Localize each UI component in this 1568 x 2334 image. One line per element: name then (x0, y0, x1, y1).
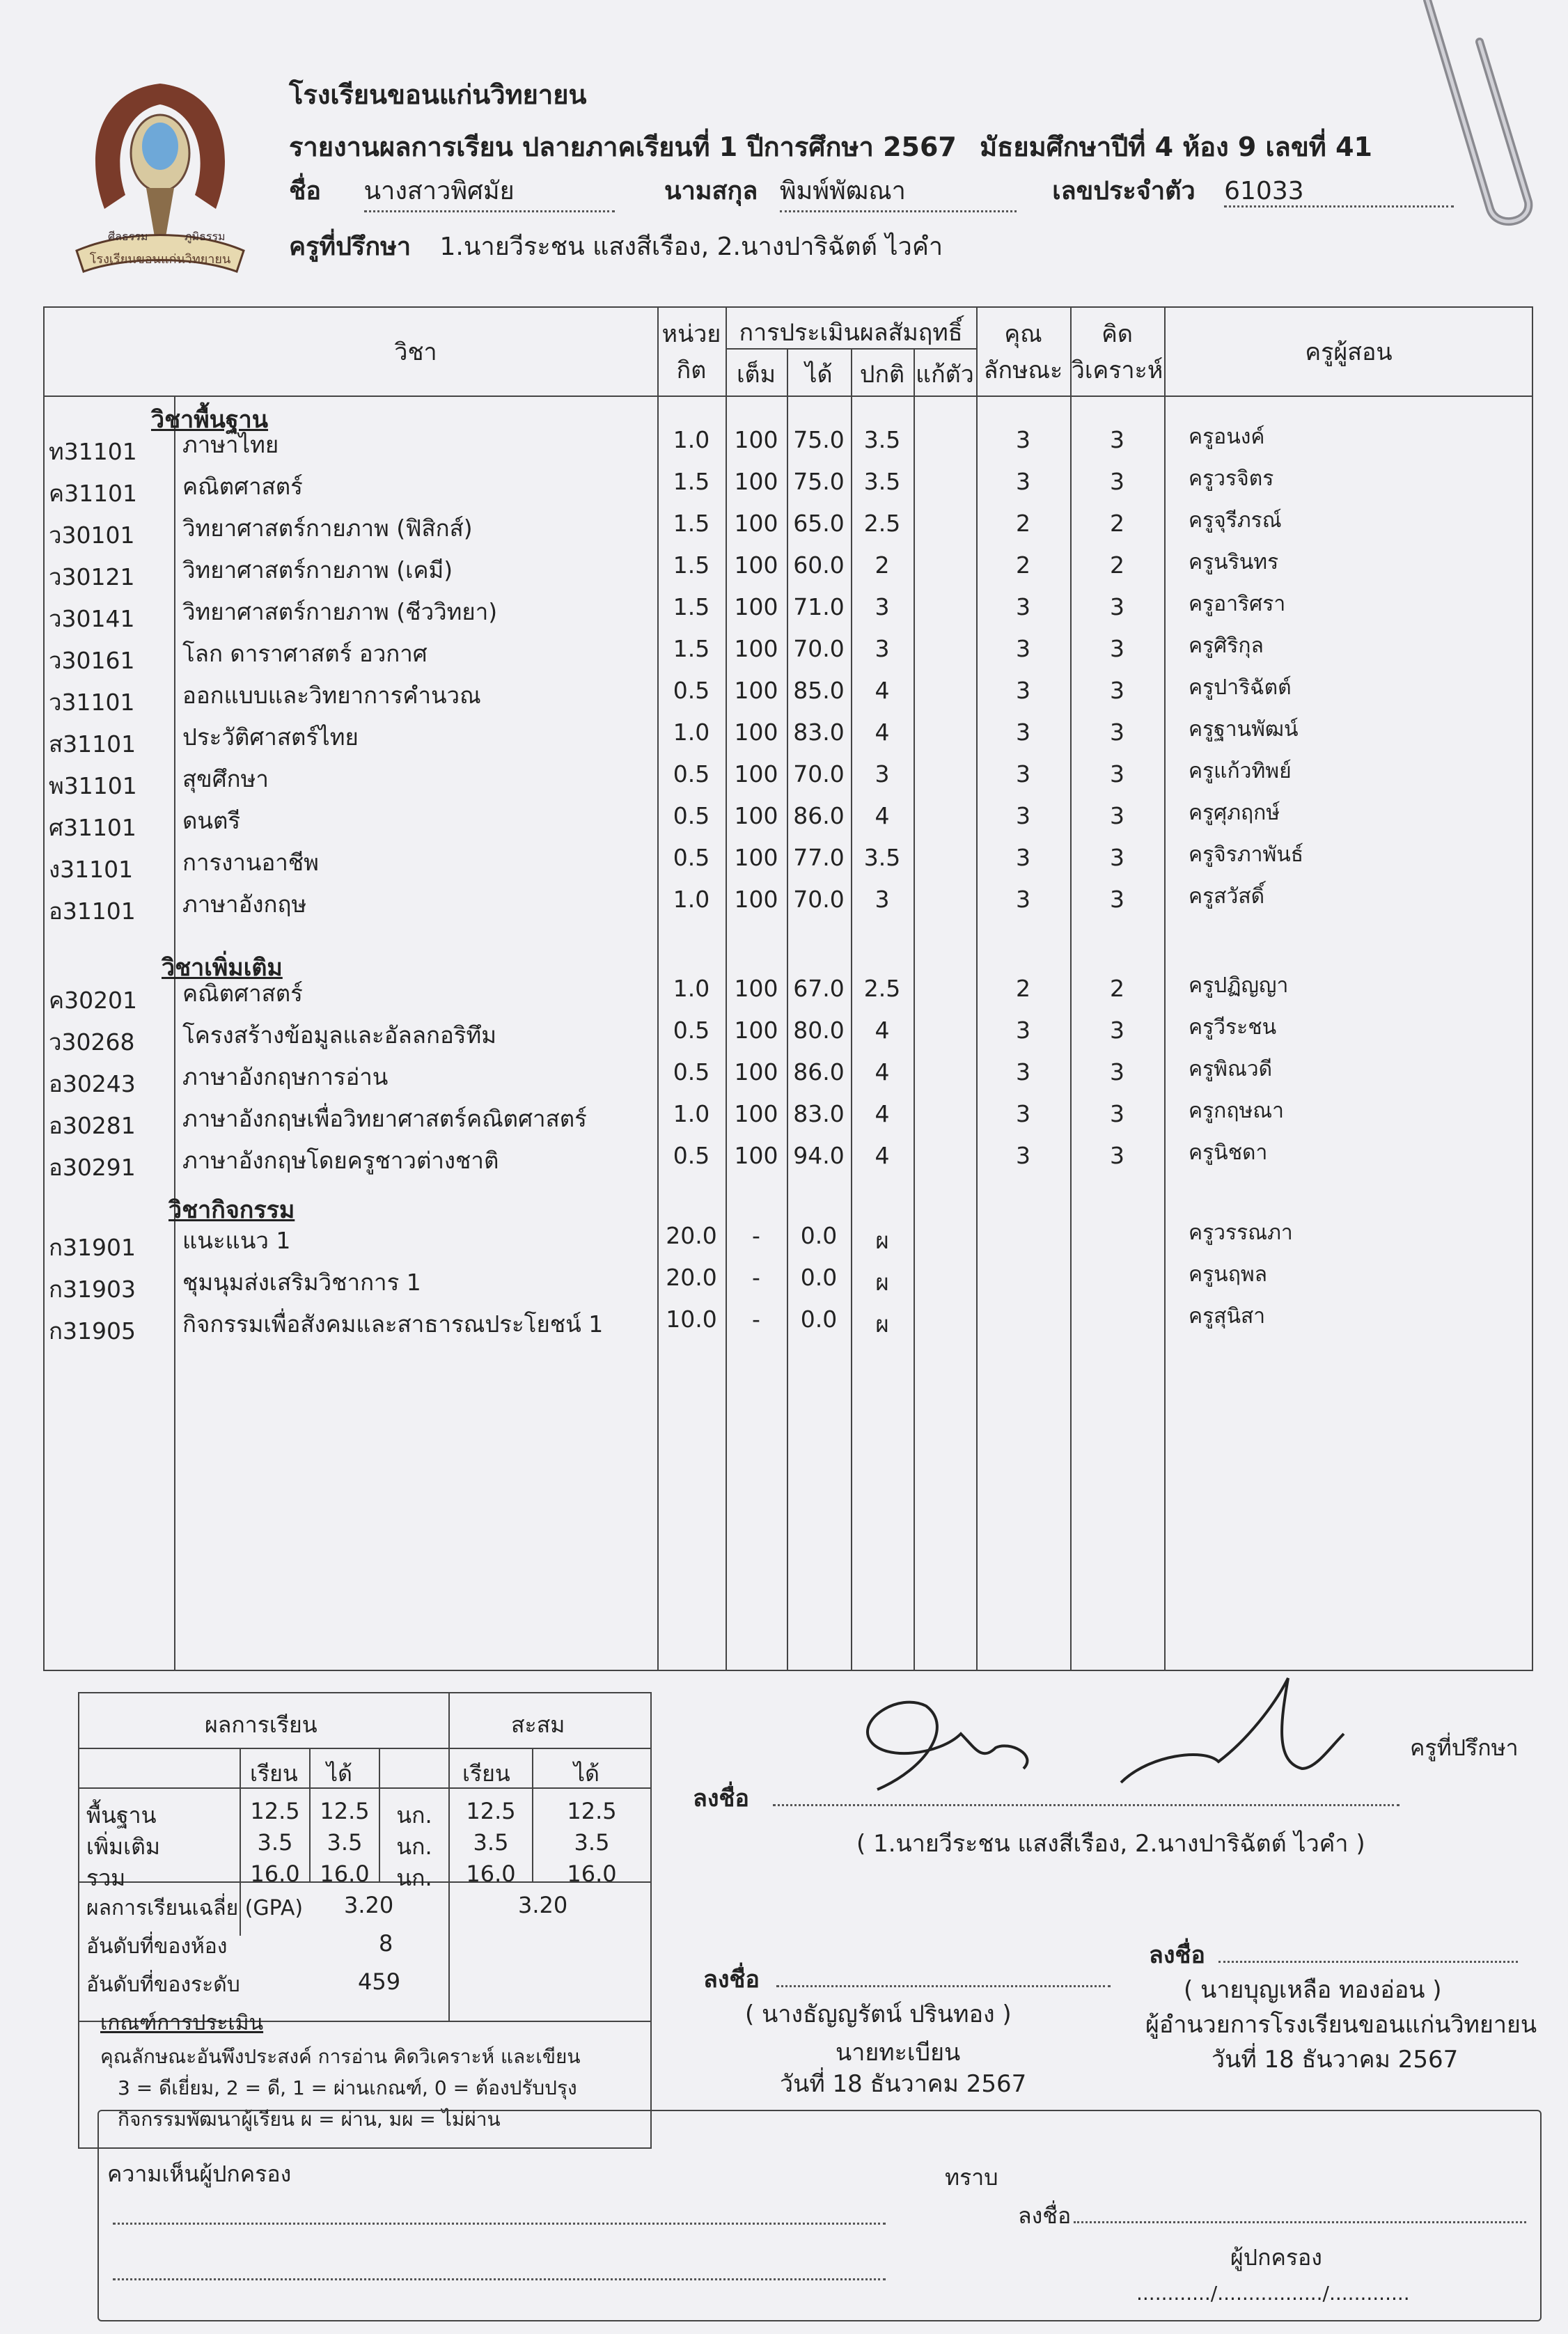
cell-think: 3 (1110, 635, 1124, 662)
cell-credit: 1.5 (673, 635, 710, 662)
gpa-value: 3.20 (344, 1892, 394, 1918)
summary-box (78, 1692, 652, 2149)
cell-full: - (752, 1264, 760, 1291)
cell-normal: 3.5 (863, 426, 901, 453)
cell-char: 3 (1016, 760, 1030, 788)
cell-think: 3 (1110, 760, 1124, 788)
cell-credit: 0.5 (673, 760, 710, 788)
cell-credit: 20.0 (666, 1264, 717, 1291)
surname-label: นามสกุล (664, 177, 758, 205)
summary-got-1: 16.0 (320, 1861, 370, 1887)
cell-credit: 1.5 (673, 468, 710, 495)
cell-credit: 1.5 (673, 593, 710, 620)
registrar-role: นายทะเบียน (836, 2039, 961, 2067)
criteria-title: เกณฑ์การประเมิน (100, 2011, 264, 2035)
subject-code: ค30201 (49, 987, 138, 1014)
gpa-label: ผลการเรียนเฉลี่ย (GPA) (86, 1896, 304, 1920)
cell-normal: 4 (875, 1017, 890, 1044)
level-rank-value: 459 (358, 1968, 401, 1995)
cell-char: 3 (1016, 802, 1030, 829)
cell-credit: 0.5 (673, 802, 710, 829)
subject-code: ว30161 (49, 647, 135, 674)
summary-study-2: 12.5 (466, 1798, 516, 1824)
parent-opinion-box (97, 2110, 1542, 2321)
registrar-sign-line (776, 1960, 1111, 1987)
school-logo-emblem (56, 70, 265, 285)
cell-got: 77.0 (793, 844, 845, 871)
subject-code: ท31101 (49, 438, 137, 465)
subject-name: ภาษาไทย (182, 431, 279, 458)
school-name: โรงเรียนขอนแก่นวิทยายน (289, 79, 587, 110)
teacher-name: ครูแก้วทิพย์ (1189, 759, 1292, 783)
cell-char: 3 (1016, 677, 1030, 704)
cell-got: 70.0 (793, 886, 845, 913)
cell-normal: 2 (875, 551, 890, 579)
subject-code: ว30121 (49, 563, 135, 590)
cell-char: 2 (1016, 551, 1030, 579)
cell-char: 3 (1016, 593, 1030, 620)
cell-normal: 3 (875, 760, 890, 788)
cell-got: 83.0 (793, 1100, 845, 1127)
summary-study-1: 12.5 (250, 1798, 300, 1824)
cell-normal: ผ (875, 1310, 889, 1338)
cell-full: 100 (734, 975, 778, 1002)
director-sign-label: ลงชื่อ (1149, 1941, 1205, 1969)
cell-think: 2 (1110, 551, 1124, 579)
summary-study-1: 3.5 (257, 1829, 293, 1856)
cell-think: 3 (1110, 1100, 1124, 1127)
surname-value: พิมพ์พัฒณา (780, 171, 1017, 212)
cell-normal: ผ (875, 1269, 889, 1296)
cell-normal: 4 (875, 802, 890, 829)
teacher-name: ครูนฤพล (1189, 1262, 1268, 1287)
cell-got: 0.0 (800, 1306, 838, 1333)
report-title (289, 125, 1372, 168)
teacher-name: ครูปาริฉัตต์ (1189, 675, 1292, 700)
cell-full: 100 (734, 635, 778, 662)
col-got-2: ได้ (574, 1760, 599, 1787)
cell-normal: 3 (875, 886, 890, 913)
subject-name: วิทยาศาสตร์กายภาพ (เคมี) (182, 556, 453, 584)
cell-think: 3 (1110, 468, 1124, 495)
cell-full: - (752, 1222, 760, 1249)
subject-name: สุขศึกษา (182, 765, 269, 792)
cell-char: 3 (1016, 1017, 1030, 1044)
cell-got: 67.0 (793, 975, 845, 1002)
cell-got: 0.0 (800, 1264, 838, 1291)
cell-credit: 1.5 (673, 551, 710, 579)
cell-think: 3 (1110, 886, 1124, 913)
summary-study-2: 16.0 (466, 1861, 516, 1887)
subject-code: ค31101 (49, 480, 138, 507)
advisor-value: 1.นายวีระชน แสงสีเรือง, 2.นางปาริฉัตต์ ไวคำ (439, 233, 943, 261)
cell-normal: 4 (875, 719, 890, 746)
summary-label: เพิ่มเติม (86, 1833, 160, 1860)
summary-got-1: 3.5 (327, 1829, 363, 1856)
teacher-name: ครูจิรภาพันธ์ (1189, 843, 1304, 867)
summary-got-2: 3.5 (574, 1829, 610, 1856)
cell-normal: 3.5 (863, 844, 901, 871)
opinion-ack: ทราบ (945, 2164, 998, 2191)
cell-full: 100 (734, 1142, 778, 1169)
name-label: ชื่อ (289, 177, 322, 205)
cell-normal: 2.5 (863, 975, 901, 1002)
cell-full: 100 (734, 886, 778, 913)
header-character-2: ลักษณะ (983, 357, 1063, 384)
cell-got: 71.0 (793, 593, 845, 620)
cell-full: 100 (734, 551, 778, 579)
parent-sign-label: ลงชื่อ (1018, 2202, 1072, 2229)
header-subject: วิชา (394, 338, 437, 366)
cell-got: 65.0 (793, 510, 845, 537)
subject-code: อ30281 (49, 1112, 136, 1139)
opinion-line-2[interactable] (113, 2257, 886, 2280)
criteria-line-2: 3 = ดีเยี่ยม, 2 = ดี, 1 = ผ่านเกณฑ์, 0 = ต้องปรับปรุง (118, 2076, 577, 2099)
cell-char: 3 (1016, 844, 1030, 871)
cell-credit: 1.0 (673, 1100, 710, 1127)
cell-normal: 4 (875, 1142, 890, 1169)
cell-char: 3 (1016, 719, 1030, 746)
subject-code: ก31905 (49, 1317, 136, 1345)
cell-got: 70.0 (793, 760, 845, 788)
report-title-text: รายงานผลการเรียน ปลายภาคเรียนที่ 1 ปีการศึกษา 2567 (289, 132, 957, 162)
cell-think: 3 (1110, 1142, 1124, 1169)
cell-char: 2 (1016, 975, 1030, 1002)
cell-think: 2 (1110, 510, 1124, 537)
subject-name: ประวัติศาสตร์ไทย (182, 723, 359, 751)
id-value: 61033 (1224, 177, 1454, 207)
subject-name: ชุมนุมส่งเสริมวิชาการ 1 (182, 1269, 421, 1296)
cell-normal: 2.5 (863, 510, 901, 537)
teacher-name: ครูสุนิสา (1189, 1304, 1266, 1329)
teacher-name: ครูปฏิญญา (1189, 973, 1289, 998)
cell-full: - (752, 1306, 760, 1333)
cell-normal: 3 (875, 635, 890, 662)
cell-think: 3 (1110, 677, 1124, 704)
summary-label: พื้นฐาน (86, 1802, 157, 1828)
level-rank-label: อันดับที่ของระดับ (86, 1973, 240, 1997)
subject-code: ว31101 (49, 689, 135, 716)
gpa-accum-value: 3.20 (518, 1892, 568, 1918)
name-value: นางสาวพิศมัย (364, 171, 615, 212)
subject-name: คณิตศาสตร์ (182, 473, 303, 500)
summary-got-2: 12.5 (567, 1798, 617, 1824)
cell-got: 80.0 (793, 1017, 845, 1044)
cell-credit: 10.0 (666, 1306, 717, 1333)
summary-unit: นก. (396, 1833, 432, 1860)
cell-normal: 3 (875, 593, 890, 620)
subject-code: อ30291 (49, 1154, 136, 1181)
subject-code: ว30101 (49, 522, 135, 549)
cell-normal: 4 (875, 677, 890, 704)
subject-code: ง31101 (49, 856, 134, 883)
cell-char: 3 (1016, 635, 1030, 662)
teacher-name: ครูนิชดา (1189, 1141, 1268, 1165)
subject-code: ก31901 (49, 1234, 136, 1261)
parent-date-line[interactable]: ............/................./............. (1136, 2282, 1410, 2305)
summary-study-1: 16.0 (250, 1861, 300, 1887)
cell-char: 3 (1016, 886, 1030, 913)
subject-name: คณิตศาสตร์ (182, 980, 303, 1007)
advisor-row (289, 226, 943, 266)
subject-name: ดนตรี (182, 807, 241, 834)
subject-name: ภาษาอังกฤษโดยครูชาวต่างชาติ (182, 1147, 499, 1174)
cell-char: 3 (1016, 1142, 1030, 1169)
teacher-name: ครูอาริศรา (1189, 592, 1286, 616)
teacher-name: ครูฐานพัฒน์ (1189, 717, 1299, 742)
summary-got-1: 12.5 (320, 1798, 370, 1824)
subject-code: อ31101 (49, 898, 136, 925)
subject-name: ออกแบบและวิทยาการคำนวณ (182, 682, 481, 709)
cell-got: 83.0 (793, 719, 845, 746)
subject-name: วิทยาศาสตร์กายภาพ (ชีววิทยา) (182, 598, 498, 625)
col-study-1: เรียน (250, 1760, 298, 1787)
advisor-role: ครูที่ปรึกษา (1410, 1734, 1519, 1761)
advisor-names: ( 1.นายวีระชน แสงสีเรือง, 2.นางปาริฉัตต์ ไวคำ ) (856, 1830, 1365, 1858)
registrar-sign-label: ลงชื่อ (703, 1966, 760, 1994)
subject-name: ภาษาอังกฤษเพื่อวิทยาศาสตร์คณิตศาสตร์ (182, 1105, 587, 1132)
subject-name: โลก ดาราศาสตร์ อวกาศ (182, 640, 428, 667)
cell-normal: 3.5 (863, 468, 901, 495)
subject-code: ส31101 (49, 730, 136, 758)
subject-name: ภาษาอังกฤษการอ่าน (182, 1063, 389, 1090)
cell-got: 86.0 (793, 1058, 845, 1086)
advisor-signatures (815, 1664, 1372, 1817)
cell-full: 100 (734, 510, 778, 537)
director-role: ผู้อำนวยการโรงเรียนขอนแก่นวิทยายน (1145, 2011, 1537, 2039)
cell-full: 100 (734, 1100, 778, 1127)
id-label: เลขประจำตัว (1052, 177, 1195, 205)
header-think-2: วิเคราะห์ (1071, 357, 1163, 384)
cell-think: 3 (1110, 1017, 1124, 1044)
teacher-name: ครูวีระชน (1189, 1015, 1277, 1040)
teacher-name: ครูศิริกุล (1189, 634, 1264, 658)
summary-label: รวม (86, 1865, 126, 1891)
cell-full: 100 (734, 677, 778, 704)
cell-got: 70.0 (793, 635, 845, 662)
director-name: ( นายบุญเหลือ ทองอ่อน ) (1184, 1976, 1442, 2004)
teacher-name: ครูนรินทร (1189, 550, 1279, 574)
cell-got: 94.0 (793, 1142, 845, 1169)
cell-credit: 1.0 (673, 719, 710, 746)
header-think-1: คิด (1101, 320, 1133, 348)
cell-normal: 4 (875, 1100, 890, 1127)
cell-credit: 0.5 (673, 1142, 710, 1169)
cell-credit: 1.0 (673, 426, 710, 453)
subject-code: อ30243 (49, 1070, 136, 1097)
logo-motto-right: ภูมิธรรม (185, 230, 226, 243)
advisor-sign-label: ลงชื่อ (693, 1785, 749, 1812)
cell-got: 85.0 (793, 677, 845, 704)
cell-got: 86.0 (793, 802, 845, 829)
cell-char: 3 (1016, 426, 1030, 453)
cell-think: 3 (1110, 1058, 1124, 1086)
cell-got: 60.0 (793, 551, 845, 579)
header-normal: ปกติ (859, 361, 905, 389)
subject-name: โครงสร้างข้อมูลและอัลลกอริทึม (182, 1021, 497, 1049)
summary-study-2: 3.5 (473, 1829, 509, 1856)
section-activity: วิชากิจกรรม (168, 1196, 295, 1224)
teacher-name: ครูพิณวดี (1189, 1057, 1273, 1081)
section-basic: วิชาพื้นฐาน (151, 406, 269, 434)
cell-full: 100 (734, 1058, 778, 1086)
director-sign-line (1218, 1936, 1518, 1963)
subject-code: ว30141 (49, 605, 135, 632)
cell-full: 100 (734, 426, 778, 453)
teacher-name: ครูศุภฤกษ์ (1189, 801, 1280, 825)
cell-credit: 0.5 (673, 1017, 710, 1044)
parent-role: ผู้ปกครอง (1230, 2244, 1322, 2271)
subject-name: การงานอาชีพ (182, 849, 319, 876)
cell-full: 100 (734, 844, 778, 871)
header-credit-1: หน่วย (661, 320, 721, 348)
teacher-name: ครูวรรณภา (1189, 1221, 1293, 1245)
registrar-date: วันที่ 18 ธันวาคม 2567 (780, 2070, 1027, 2098)
subject-code: พ31101 (49, 772, 137, 799)
opinion-title: ความเห็นผู้ปกครอง (107, 2161, 292, 2187)
class-rank-value: 8 (379, 1930, 393, 1957)
student-info-row (289, 171, 1454, 212)
cell-full: 100 (734, 802, 778, 829)
subject-name: ภาษาอังกฤษ (182, 891, 307, 918)
logo-motto-left: ศีลธรรม (108, 230, 148, 243)
header-teacher: ครูผู้สอน (1305, 338, 1393, 366)
cell-think: 3 (1110, 426, 1124, 453)
cell-think: 3 (1110, 844, 1124, 871)
header-assessment: การประเมินผลสัมฤทธิ์ (739, 319, 963, 347)
cell-normal: 4 (875, 1058, 890, 1086)
cell-credit: 0.5 (673, 1058, 710, 1086)
summary-got-2: 16.0 (567, 1861, 617, 1887)
cell-char: 3 (1016, 1100, 1030, 1127)
results-title: ผลการเรียน (205, 1712, 317, 1738)
teacher-name: ครูจุรีภรณ์ (1189, 508, 1282, 533)
cell-think: 3 (1110, 802, 1124, 829)
teacher-name: ครูกฤษณา (1189, 1099, 1284, 1123)
subject-name: วิทยาศาสตร์กายภาพ (ฟิสิกส์) (182, 515, 473, 542)
cell-think: 2 (1110, 975, 1124, 1002)
criteria-line-3: กิจกรรมพัฒนาผู้เรียน ผ = ผ่าน, มผ = ไม่ผ่าน (118, 2108, 501, 2131)
subject-code: ว30268 (49, 1028, 135, 1056)
teacher-name: ครูอนงค์ (1189, 425, 1265, 449)
cell-full: 100 (734, 468, 778, 495)
cell-char: 3 (1016, 1058, 1030, 1086)
cell-credit: 1.5 (673, 510, 710, 537)
header-full: เต็ม (736, 361, 776, 389)
cell-normal: ผ (875, 1227, 889, 1254)
cell-full: 100 (734, 760, 778, 788)
class-rank-label: อันดับที่ของห้อง (86, 1934, 228, 1959)
advisor-label: ครูที่ปรึกษา (289, 233, 411, 261)
cell-char: 2 (1016, 510, 1030, 537)
grades-table (43, 306, 1533, 1671)
parent-sign-line[interactable] (1074, 2195, 1526, 2223)
subject-code: ศ31101 (49, 814, 136, 841)
header-fix: แก้ตัว (916, 361, 974, 389)
opinion-line-1[interactable] (113, 2202, 886, 2225)
cell-got: 75.0 (793, 426, 845, 453)
cell-credit: 0.5 (673, 677, 710, 704)
col-study-2: เรียน (462, 1760, 510, 1787)
subject-name: กิจกรรมเพื่อสังคมและสาธารณประโยชน์ 1 (182, 1310, 604, 1338)
criteria-line-1: คุณลักษณะอันพึงประสงค์ การอ่าน คิดวิเคราะห์ และเขียน (100, 2045, 581, 2068)
teacher-name: ครูสวัสดิ์ (1189, 884, 1265, 909)
registrar-name: ( นางธัญญรัตน์ ปรินทอง ) (745, 2000, 1012, 2028)
cell-got: 0.0 (800, 1222, 838, 1249)
header-character-1: คุณ (1004, 320, 1042, 348)
subject-name: แนะแนว 1 (182, 1227, 291, 1254)
subject-code: ก31903 (49, 1276, 136, 1303)
cell-credit: 0.5 (673, 844, 710, 871)
header-got: ได้ (805, 361, 833, 389)
cell-full: 100 (734, 719, 778, 746)
summary-unit: นก. (396, 1802, 432, 1828)
cell-think: 3 (1110, 593, 1124, 620)
cell-think: 3 (1110, 719, 1124, 746)
cell-credit: 20.0 (666, 1222, 717, 1249)
col-got-1: ได้ (327, 1760, 352, 1787)
cell-full: 100 (734, 593, 778, 620)
cell-got: 75.0 (793, 468, 845, 495)
cell-credit: 1.0 (673, 886, 710, 913)
logo-ribbon-text: โรงเรียนขอนแก่นวิทยายน (89, 252, 231, 267)
director-date: วันที่ 18 ธันวาคม 2567 (1212, 2046, 1459, 2074)
class-info: มัธยมศึกษาปีที่ 4 ห้อง 9 เลขที่ 41 (980, 132, 1372, 162)
cell-char: 3 (1016, 468, 1030, 495)
teacher-name: ครูวรจิตร (1189, 467, 1274, 491)
cell-credit: 1.0 (673, 975, 710, 1002)
accum-title: สะสม (511, 1712, 565, 1738)
header-credit-2: กิต (676, 357, 707, 384)
cell-full: 100 (734, 1017, 778, 1044)
summary-unit: นก. (396, 1865, 432, 1891)
section-extra: วิชาเพิ่มเติม (162, 954, 283, 982)
